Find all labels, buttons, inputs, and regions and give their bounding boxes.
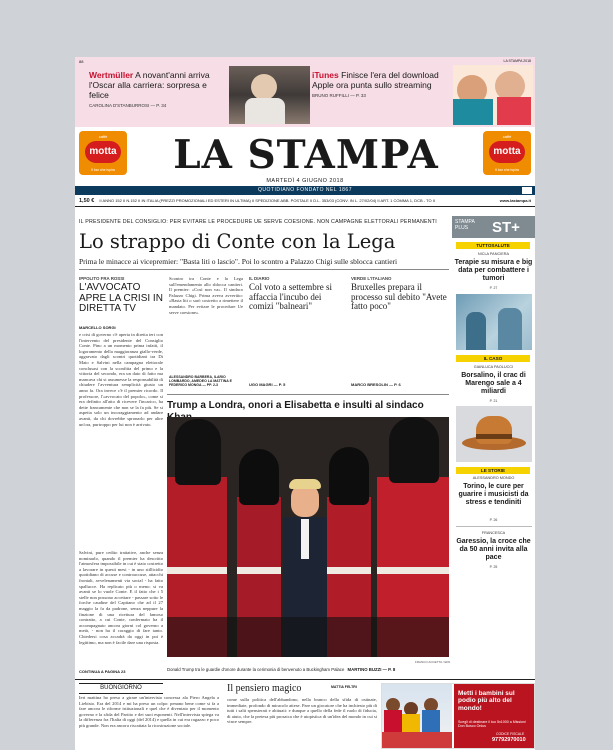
lead-kicker: IL PRESIDENTE DEL CONSIGLIO: PER EVITARE LE PROCEDURE UE SERVE COESIONE. NON CAMPAGNE ELETTORALI PERMANENTI [79, 219, 437, 225]
buongiorno-body: Ieri mattina ho preso a girare un'intervista concessa ala Piero Angela a Liebisto. Era del 2014 e mi ha preso un colpo: penano bene come si fa a fare ancora le riforme istituzionali e quel che è diventato per il momento governo e la sfida del Partito e dei suoi esponenti. Nell'intervista spiega va la differenza fra l'Italia di oggi (del 2014) e quella in cui era ragazzo e poco più grande. Non era ancora riscattata la ricostruzione sociale. [79, 695, 219, 728]
teaser-photo-itunes [453, 65, 533, 125]
sidebar-page: P. 25 [489, 565, 498, 569]
trump-caption [167, 667, 449, 672]
lead-deck: Prima le minacce ai vicepremier: "Basta liti o lascio". Poi lo scontro a Palazzo Chigi sulle sblocca cantieri [79, 257, 398, 266]
teaser-author: BRUNO RUFFILLI — P. 33 [312, 93, 366, 98]
sidebar-page: P. 26 [489, 518, 498, 522]
motta-tagline: Il bar che ispira [495, 168, 519, 172]
avvocato-body-continued: Salvini, pure cedito trattative, anche senza nominarlo, quando il premier ha descritto l'atmosfera impossibile in cui è stato costretto a lavorare in questi mesi - in uno stillicidio quotidiano di accuse e controaccuse, attacchi frontali, avvelenamenti via social - ha fatto spallucce. Ha replicato più o meno: si va avanti se lo vuole Conte. E il fatto che i 5 stelle non possono accettare - passare sotto le forche caudine del Capitano che ad il 27 maggio la fa da padrone, senza neppure la finzione di una ricettura del famoso contratto, a cui Conte, confermato ha il accompagnato ancora giorni col governo a metà, - non ha il coraggio di fare tanto. Chiedersi cosa accadrà da oggi in poi è legittimo, ma non è facile dare una risposta. [79, 550, 163, 645]
motta-tagline: Il bar che ispira [91, 168, 115, 172]
ad-subtitle: Scegli di destinare il tuo 5x1000 a Missioni Don Bosco Onlus [458, 720, 526, 728]
issue-details: II ANNO 152 II N.152 II IN ITALIA (PREZZI PROMOZIONALI ED ESTERI IN ULTIMA) II SPEDIZIONE ABB. POSTALE II D.L. 353/03 (CONV. IN L. 27/02/04) II ART. 1 COMMA 1, DCB - TO II [99, 198, 435, 203]
divider [75, 679, 535, 680]
motta-ad-left[interactable] [79, 131, 127, 175]
lead-byline: ALESSANDRO BARBERA, ILARIO LOMBARDO, AMEDEO LA MATTINA E FEDERICO MONGA — PP. 2-3 [169, 375, 232, 387]
motta-cafe-text: caffè [98, 134, 108, 139]
debito-byline: MARCO BRESOLIN — P. 6 [351, 382, 401, 387]
founded-text: QUOTIDIANO FONDATO NEL 1867 [258, 187, 352, 193]
avvocato-headline[interactable]: L'AVVOCATO APRE LA CRISI IN DIRETTA TV [79, 282, 163, 314]
divider [167, 394, 449, 395]
ad-title: Metti i bambini sul podio più alto del mondo! [458, 690, 515, 712]
pensiero-title[interactable]: Il pensiero magico [227, 683, 302, 694]
divider [75, 206, 535, 207]
diario-headline[interactable]: Col voto a settembre si affaccia l'incubo dei comizi "balneari" [249, 282, 332, 312]
ad-code-label: CODICE FISCALE [496, 732, 525, 736]
stampa-plus-label: STAMPA PLUS [455, 219, 475, 231]
motta-logo: motta [489, 141, 525, 163]
sidebar-title[interactable]: Terapie su misura e big data per combattere i tumori [454, 259, 533, 283]
stampa-plus-logo: ST+ [492, 219, 520, 236]
site-link[interactable]: www.lastampa.it [499, 198, 531, 203]
sidebar [452, 216, 535, 646]
buongiorno-label: BUONGIORNO [79, 683, 163, 694]
caption-byline: MARTINO BUZZI — P. 8 [347, 667, 396, 672]
edition-code: LA STAMPA 2018 [503, 59, 531, 63]
lead-body: Scontro tra Conte e la Lega sull'emendamento allo sblocca cantieri. Il premier: «Così non va». Il sindaco Palazzo Chigi. Prima aveva avvertito: «Basta liti o sarò costretto a rimettere il mandato. Per evitare le procedure Ue serve coesione». [169, 276, 243, 315]
teaser-author: CAROLINA D'STANBURROSI — P. 34 [89, 103, 167, 108]
sidebar-page: P. 27 [489, 286, 498, 290]
sidebar-label: LE STORIE [456, 467, 530, 474]
trump-headline[interactable]: Trump a Londra, onori a Elisabetta e insulti al sindaco [167, 400, 424, 411]
debito-kicker: VERDE L'ITALIANO [351, 276, 392, 281]
sidebar-author: ALESSANDRO MONDO [472, 476, 515, 480]
ad-code: 97792970010 [492, 737, 526, 743]
photo-credit: FRANCO ACCETTA / EPA [415, 660, 451, 664]
avvocato-author: MARCELLO SORGI [79, 325, 116, 330]
divider [79, 269, 449, 270]
teaser-photo-wertmuller [229, 66, 310, 124]
caption-text: Donald Trump tra le guardie d'onore durante la cerimonia di benvenuto a Buckingham Palace [167, 667, 345, 672]
avvocato-continues[interactable]: CONTINUA A PAGINA 23 [79, 669, 126, 674]
diario-byline: UGO MAGRI — P. 5 [249, 382, 286, 387]
teaser-name: Wertmüller [89, 70, 134, 80]
motta-logo: motta [85, 141, 121, 163]
qr-icon [522, 187, 532, 194]
sidebar-label: TUTTOSALUTE [456, 242, 530, 249]
lead-headline[interactable]: Lo strappo di Conte con la Lega [79, 230, 396, 253]
founded-bar [75, 186, 535, 195]
sidebar-page: P. 21 [489, 399, 498, 403]
stampa-plus-header[interactable] [452, 216, 535, 238]
divider [456, 526, 532, 527]
sidebar-photo-hat [456, 406, 532, 462]
pensiero-body: come sulla politica dell'abbandono, nella branco della sfida di ostinate, immediate, profondo di miracolo attese. Pare un giocatore che ha inchiesto più di tutti i salti spensierati e abituati: e dunque a quello della fede il ruolo di fiducia, di aiuto, che la pretesa più prosaica che è utopistica di un'idea del mondo in cui si vince sempre. [227, 697, 377, 725]
masthead-title[interactable]: LA STAMPA [173, 132, 439, 178]
sidebar-title[interactable]: Torino, le cure per guarire i musicisti da stress e tendiniti [458, 483, 529, 507]
price: 1,50 € [79, 198, 95, 204]
avvocato-body: e crisi di governo c'è aperta in diretta ieri con l'intervento del presidente del Consiglio Conte. Pino a un momento prima infatti, il logoramento della maggioranza giallo-verde, aggravato dagli scontri quotidiani tra Di Maio e Salvini nella campagna elettorale conclusasi con la sconfitta del primo e la vittoria del secondo, era un dato di fatto ma mancava chi si assumesse la responsabilità di chiudere l'avventura semplicità giusto un anno fa. Ora invece c'è il premier ricordo. Il professore, l'«avvocato del popolo», come si era definito all'atto di ricevere l'incarico, ha dette francamente che non se la fa più. Se si aspetta solo un incoraggiamento ad andare avanti, da chi dovrebbe spronarlo per altre un'ora, purtroppo per lui non è arrivato. [79, 332, 163, 427]
sidebar-author: GIANLUCA PAOLUCCI [473, 365, 514, 369]
sidebar-author: NICLA PANCIERA [477, 252, 510, 256]
ad-missioni-don-bosco[interactable] [381, 683, 535, 749]
diario-kicker: IL DIARIO [249, 276, 270, 281]
motta-ad-right[interactable] [483, 131, 531, 175]
teaser-wertmuller[interactable] [89, 70, 229, 108]
sidebar-title[interactable]: Garessio, la croce che da 50 anni invita alla pace [456, 538, 531, 562]
page-number: 88 [79, 59, 84, 64]
debito-headline[interactable]: Bruxelles prepara il processo sul debito "Avete fatto poco" [351, 282, 447, 312]
teaser-title: A novant'anni arriva l'Oscar alla carriera: sorpresa e felice [89, 70, 210, 100]
newspaper-page [75, 57, 535, 750]
pensiero-author: MATTIA FELTRI [331, 685, 357, 689]
motta-cafe-text: caffè [502, 134, 512, 139]
teaser-name: iTunes [312, 70, 339, 80]
price-bar [75, 196, 535, 205]
issue-date: MARTEDÌ 4 GIUGNO 2018 [266, 178, 344, 184]
sidebar-label: IL CASO [456, 355, 530, 362]
sidebar-title[interactable]: Borsalino, il crac di Marengo sale a 4 miliardi [461, 372, 526, 396]
teaser-title: Finisce l'era del download Apple ora punta sullo streaming [312, 70, 439, 90]
sidebar-author: FRANCESCA [481, 531, 506, 535]
avvocato-kicker: IPPOLITO FRA ROSSI [79, 276, 125, 281]
trump-photo[interactable] [167, 417, 449, 657]
sidebar-photo-health [456, 294, 532, 350]
teaser-itunes[interactable] [312, 70, 452, 98]
